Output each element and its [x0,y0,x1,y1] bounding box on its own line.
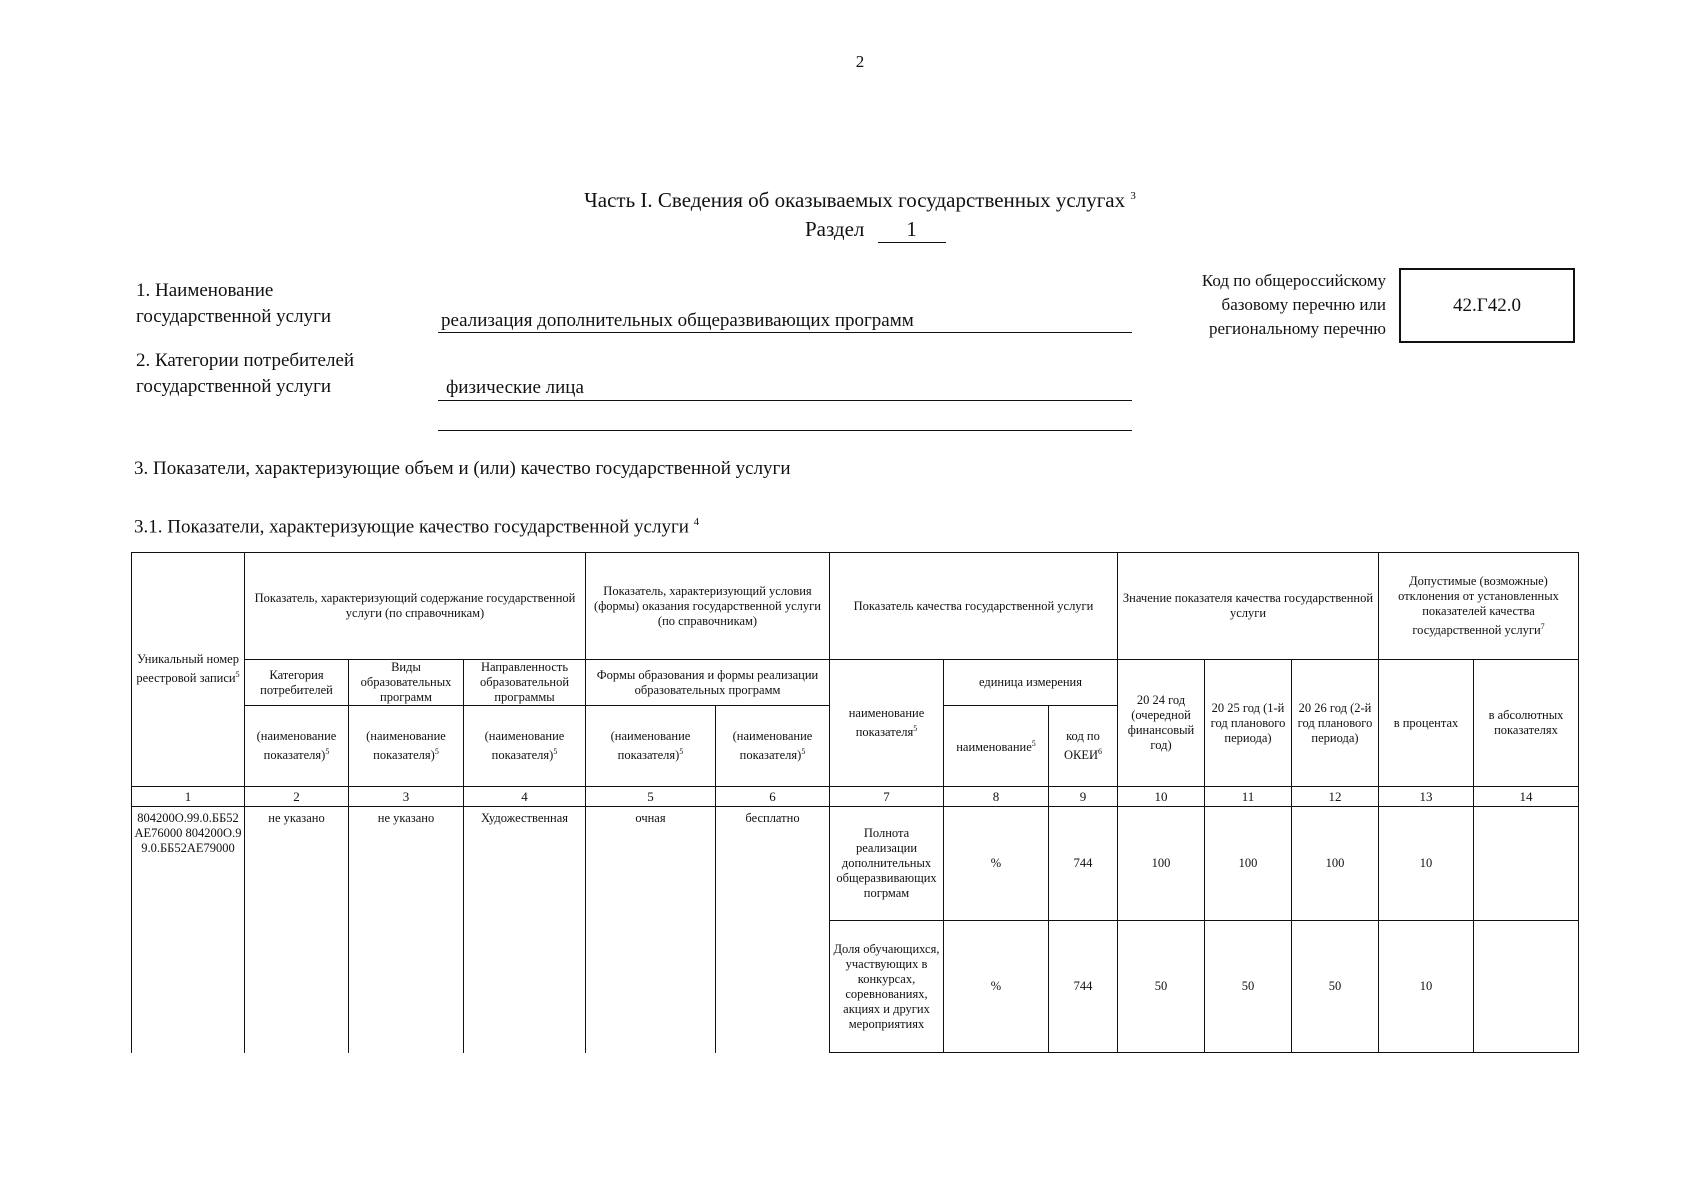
cell-category: не указано [245,807,349,1053]
col-number: 14 [1474,787,1579,807]
table-row [132,807,1579,921]
header-deviation-text: Допустимые (возможные) отклонения от установленных показателей качества государственной услуги [1398,573,1559,638]
header-deviation [1379,553,1579,660]
code-label-line3: региональному перечню [1208,319,1386,338]
col-number: 7 [830,787,944,807]
header-year-2025: 20 25 год (1-й год планового периода) [1205,660,1292,787]
header-forms: Формы образования и формы реализации образовательных программ [586,660,830,706]
header-category: Категория потребителей [245,660,349,706]
section-heading [805,217,946,243]
col-number: 10 [1118,787,1205,807]
header-quality-indicator: Показатель качества государственной услуги [830,553,1118,660]
cell-form-education: очная [586,807,716,1053]
part-title-footnote: 3 [1130,190,1136,202]
footnote-5: 5 [679,746,684,756]
code-value-box: 42.Г42.0 [1399,268,1575,343]
consumers-label [136,348,354,400]
footnote-5: 5 [325,746,330,756]
consumers-value: физические лица [446,377,584,398]
service-name-label-line2: государственной услуги [136,306,332,327]
cell-value-2024: 50 [1118,921,1205,1053]
header-percent: в процентах [1379,660,1474,787]
footnote-6: 6 [1098,746,1103,756]
col-number: 6 [716,787,830,807]
header-unit: единица измерения [944,660,1118,706]
cell-value-2025: 50 [1205,921,1292,1053]
cell-okei: 744 [1049,921,1118,1053]
col-number: 12 [1292,787,1379,807]
cell-indicator-name: Полнота реализации дополнительных общеразвивающих погрмам [830,807,944,921]
section-label: Раздел [805,217,865,241]
consumers-underline-2 [438,404,1132,431]
col-number: 11 [1205,787,1292,807]
column-numbers-row [132,787,1579,807]
header-year-2024: 20 24 год (очередной финансовый год) [1118,660,1205,787]
header-sub-name-5-text: (наименование показателя) [732,728,813,763]
consumers-underline [438,374,1132,401]
header-okei [1049,706,1118,787]
header-unit-name-text: наименование [956,740,1032,755]
cell-unique-number: 804200О.99.0.ББ52АЕ76000 804200О.99.0.ББ52АЕ79000 [132,807,245,1053]
cell-absolute [1474,807,1579,921]
header-okei-text: код по ОКЕИ [1063,728,1100,763]
cell-percent: 10 [1379,921,1474,1053]
header-unique-number-text: Уникальный номер реестровой записи [136,652,239,686]
cell-value-2026: 50 [1292,921,1379,1053]
heading-3-1-text: 3.1. Показатели, характеризующие качество государственной услуги [134,516,689,538]
cell-indicator-name: Доля обучающихся, участвующих в конкурсах, соревнованиях, акциях и других мероприятиях [830,921,944,1053]
header-row-2 [132,660,1579,706]
col-number: 13 [1379,787,1474,807]
cell-kinds: не указано [349,807,464,1053]
header-conditions-indicator: Показатель, характеризующий условия (формы) оказания государственной услуги (по справочникам) [586,553,830,660]
header-sub-name-1-text: (наименование показателя) [256,728,337,763]
header-sub-name-5 [716,706,830,787]
consumers-label-line2: государственной услуги [136,376,332,397]
cell-percent: 10 [1379,807,1474,921]
service-name-underline [438,306,1132,333]
col-number: 5 [586,787,716,807]
section-number: 1 [878,217,946,243]
col-number: 9 [1049,787,1118,807]
code-label-line2: базовому перечню или [1221,295,1386,314]
service-name-label [136,278,331,330]
page-number: 2 [855,52,865,71]
footnote-5: 5 [1031,739,1036,749]
header-sub-name-2-text: (наименование показателя) [366,728,446,763]
col-number: 2 [245,787,349,807]
col-number: 4 [464,787,586,807]
code-label [1150,269,1386,341]
footnote-5: 5 [913,723,918,733]
footnote-5: 5 [801,746,806,756]
cell-value-2026: 100 [1292,807,1379,921]
header-kinds: Виды образовательных программ [349,660,464,706]
heading-3-1-footnote: 4 [693,516,700,528]
cell-unit: % [944,921,1049,1053]
header-content-indicator: Показатель, характеризующий содержание государственной услуги (по справочникам) [245,553,586,660]
quality-indicators-table [131,552,1579,1053]
col-number: 8 [944,787,1049,807]
header-indicator-name [830,660,944,787]
header-unique-number [132,553,245,787]
col-number: 1 [132,787,245,807]
cell-form-payment: бесплатно [716,807,830,1053]
header-direction: Направленность образовательной программы [464,660,586,706]
header-sub-name-3-text: (наименование показателя) [484,728,565,763]
cell-absolute [1474,921,1579,1053]
consumers-label-line1: 2. Категории потребителей [136,350,355,371]
service-name-label-line1: 1. Наименование [136,280,274,301]
footnote-7: 7 [1540,621,1545,631]
header-sub-name-4 [586,706,716,787]
header-indicator-name-text: наименование показателя [848,705,925,740]
header-sub-name-1 [245,706,349,787]
footnote-5: 5 [235,670,240,680]
header-sub-name-2 [349,706,464,787]
service-name-value: реализация дополнительных общеразвивающих программ [441,310,914,331]
header-sub-name-4-text: (наименование показателя) [610,728,691,763]
heading-3-1 [134,516,699,538]
header-sub-name-3 [464,706,586,787]
cell-value-2024: 100 [1118,807,1205,921]
cell-direction: Художественная [464,807,586,1053]
cell-okei: 744 [1049,807,1118,921]
code-label-line1: Код по общероссийскому [1201,271,1386,290]
header-indicator-value: Значение показателя качества государственной услуги [1118,553,1379,660]
part-title [0,188,1685,213]
header-unit-name [944,706,1049,787]
heading-3: 3. Показатели, характеризующие объем и (или) качество государственной услуги [134,458,791,479]
header-year-2026: 20 26 год (2-й год планового периода) [1292,660,1379,787]
header-row-1 [132,553,1579,660]
cell-value-2025: 100 [1205,807,1292,921]
cell-unit: % [944,807,1049,921]
footnote-5: 5 [434,746,439,756]
footnote-5: 5 [553,746,558,756]
part-title-text: Часть I. Сведения об оказываемых государственных услугах [584,188,1126,212]
header-absolute: в абсолютных показателях [1474,660,1579,787]
col-number: 3 [349,787,464,807]
